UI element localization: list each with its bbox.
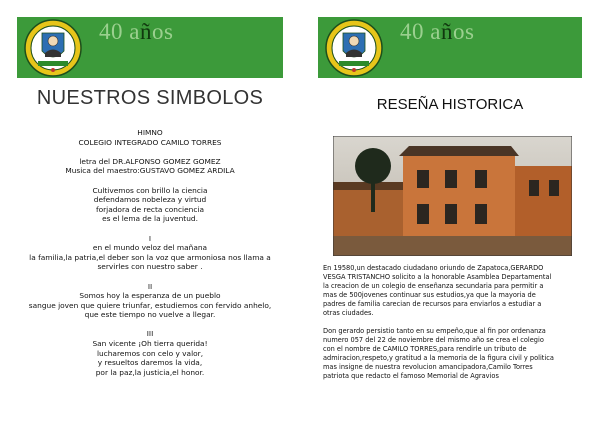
line-gap: [20, 224, 280, 234]
text-line: mas de 500jovenes continuar sus estudios,ya que la mayoria de: [323, 291, 536, 299]
anniversary-label: 40 años: [99, 19, 174, 44]
text-line: es el lema de la juventud.: [102, 214, 198, 224]
line-gap: [20, 272, 280, 282]
text-line: forjadora de recta conciencia: [96, 204, 204, 214]
text-line: En 19580,un destacado ciudadano oriundo de Zapatoca,GERARDO: [323, 264, 544, 272]
text-line: II: [147, 281, 153, 291]
text-line: VESGA TRISTANCHO solicito a la honorable Asamblea Departamental: [323, 273, 552, 281]
text-line: la familia,la patria,el deber son la voz que armoniosa nos llama a: [29, 252, 271, 262]
text-line: con el nombre de CAMILO TORRES,para rendirle un tributo de: [323, 345, 527, 353]
text-line: defendamos nobeleza y virtud: [93, 195, 207, 205]
hymn-text: [20, 128, 280, 377]
text-line: mas insigne de nuestra revolucion amancipadora,Camilo Torres: [323, 363, 533, 371]
text-line: Musica del maestro:GUSTAVO GOMEZ ARDILA: [65, 166, 235, 176]
text-line: Somos hoy la esperanza de un pueblo: [79, 291, 221, 301]
text-line: admiracion,respeto,y gratitud a la memoria de la figura civil y politica: [323, 354, 554, 362]
right-banner: [318, 17, 582, 78]
left-banner: [17, 17, 283, 78]
line-gap: [20, 147, 280, 157]
text-line: COLEGIO INTEGRADO CAMILO TORRES: [78, 137, 222, 147]
text-line: padres de familia carecian de recursos para enviarlos a estudiar a: [323, 300, 542, 308]
section-title: RESEÑA HISTORICA: [376, 96, 524, 113]
line-gap: [20, 176, 280, 186]
page-title: NUESTROS SIMBOLOS: [36, 87, 264, 109]
history-text: [323, 264, 581, 381]
text-line: HIMNO: [137, 128, 163, 137]
line-gap: [323, 318, 581, 327]
school-crest-icon: [325, 19, 383, 77]
text-line: III: [146, 329, 154, 339]
text-line: la creacion de un colegio de enseñanza secundaria para permitir a: [323, 282, 544, 290]
text-line: letra del DR.ALFONSO GOMEZ GOMEZ: [79, 156, 221, 166]
text-line: servirles con nuestro saber .: [97, 262, 203, 272]
school-crest-icon: [24, 19, 82, 77]
text-line: San vicente ¡Oh tierra querida!: [92, 339, 208, 349]
text-line: por la paz,la justicia,el honor.: [95, 367, 205, 377]
text-line: otras ciudades.: [323, 309, 374, 317]
line-gap: [20, 320, 280, 330]
text-line: sangue joven que quiere triunfar, estudiemos con fervido anhelo,: [28, 300, 272, 310]
text-line: patriota que redacto el famoso Memorial de Agravios: [323, 372, 499, 380]
text-line: lucharemos con celo y valor,: [96, 348, 204, 358]
text-line: en el mundo veloz del mañana: [92, 243, 208, 253]
right-page: [300, 0, 600, 424]
text-line: que este tiempo no vuelve a llegar.: [84, 310, 216, 320]
text-line: numero 057 del 22 de noviembre del mismo año se crea el colegio: [323, 336, 544, 344]
school-building-photo: [333, 136, 572, 256]
text-line: Don gerardo persistio tanto en su empeño,que al fin por ordenanza: [323, 327, 546, 335]
text-line: y resueltos daremos la vida,: [97, 358, 203, 368]
text-line: I: [148, 233, 152, 243]
text-line: Cultivemos con brillo la ciencia: [92, 185, 208, 195]
anniversary-label: 40 años: [400, 19, 475, 44]
